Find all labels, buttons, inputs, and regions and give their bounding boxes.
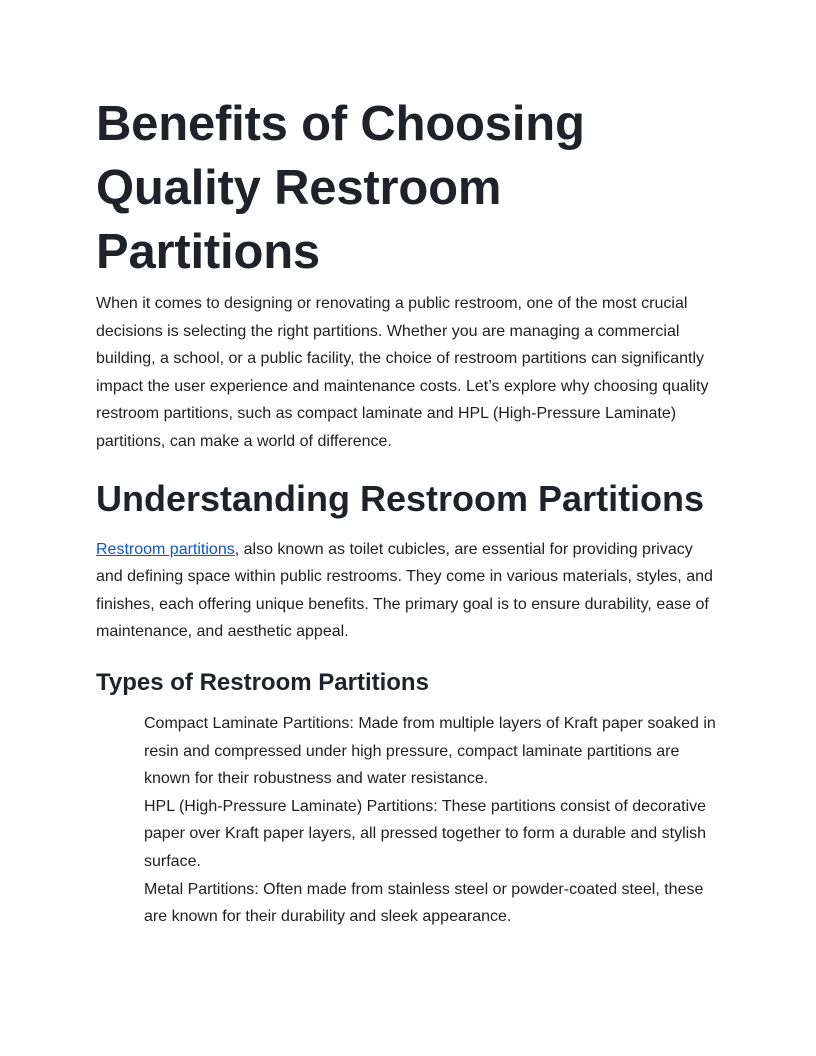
page-title: Benefits of Choosing Quality Restroom Partitions: [96, 97, 585, 279]
list-item-hpl: HPL (High-Pressure Laminate) Partitions: These partitions consist of decorative paper over Kraft paper layers, all pressed together to form a durable and stylish surface.: [144, 797, 707, 870]
understanding-paragraph: [96, 536, 720, 646]
list-item-metal: Metal Partitions: Often made from stainless steel or powder-coated steel, these are known for their durability and sleek appearance.: [144, 880, 704, 926]
list-item-compact-laminate: Compact Laminate Partitions: Made from multiple layers of Kraft paper soaked in resin and compressed under high pressure, compact laminate partitions are known for their robustness and water resistance.: [144, 714, 716, 788]
types-list: [96, 710, 720, 931]
document-page: [96, 92, 720, 931]
intro-paragraph: When it comes to designing or renovating a public restroom, one of the most crucial decisions is selecting the right partitions. Whether you are managing a commercial building, a school, or a public facility, the choice of restroom partitions can significantly impact the user experience and maintenance costs. Let’s explore why choosing quality restroom partitions, such as compact laminate and HPL (High-Pressure Laminate) partitions, can make a world of difference.: [96, 295, 709, 450]
restroom-partitions-link[interactable]: Restroom partitions: [96, 540, 235, 558]
understanding-paragraph-text: , also known as toilet cubicles, are essential for providing privacy and defining space within public restrooms. They come in various materials, styles, and finishes, each offering unique benefits. The primary goal is to ensure durability, ease of maintenance, and aesthetic appeal.: [96, 540, 713, 641]
types-heading: Types of Restroom Partitions: [96, 668, 429, 696]
understanding-heading: Understanding Restroom Partitions: [96, 477, 705, 519]
